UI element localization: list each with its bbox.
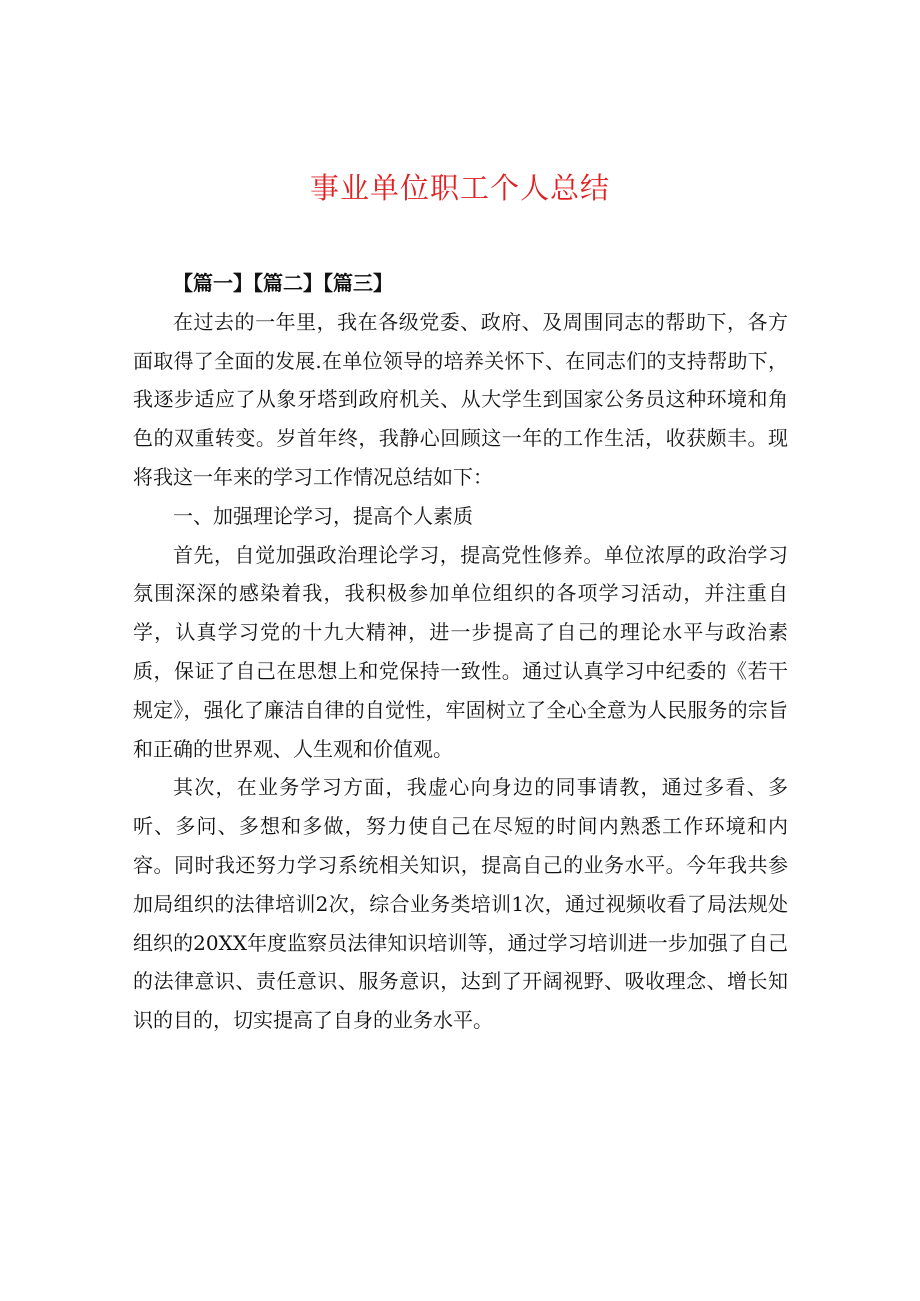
paragraph-intro: 在过去的一年里，我在各级党委、政府、及周围同志的帮助下，各方面取得了全面的发展.在单位领导的培养关怀下、在同志们的支持帮助下，我逐步适应了从象牙塔到政府机关、从大学生到国家公务员这种环境和角色的双重转变。岁首年终，我静心回顾这一年的工作生活，收获颇丰。现将我这一年来的学习工作情况总结如下： — [133, 309, 788, 489]
section-link-1: 【篇一】 — [173, 271, 253, 295]
section-link-3: 【篇三】 — [323, 271, 393, 295]
document-body — [133, 264, 788, 1040]
paragraph-theory-study: 首先，自觉加强政治理论学习，提高党性修养。单位浓厚的政治学习氛围深深的感染着我，我积极参加单位组织的各项学习活动，并注重自学，认真学习党的十九大精神，进一步提高了自己的理论水平与政治素质，保证了自己在思想上和党保持一致性。通过认真学习中纪委的《若干规定》，强化了廉洁自律的自觉性，牢固树立了全心全意为人民服务的宗旨和正确的世界观、人生观和价值观。 — [133, 542, 788, 761]
document-title: 事业单位职工个人总结 — [309, 171, 610, 205]
section-heading: 一、加强理论学习，提高个人素质 — [173, 503, 473, 528]
paragraph-business-study: 其次，在业务学习方面，我虚心向身边的同事请教，通过多看、多听、多问、多想和多做，努力使自己在尽短的时间内熟悉工作环境和内容。同时我还努力学习系统相关知识，提高自己的业务水平。今年我共参加局组织的法律培训2次，综合业务类培训1次，通过视频收看了局法规处组织的20XX年度监察员法律知识培训等，通过学习培训进一步加强了自己的法律意识、责任意识、服务意识，达到了开阔视野、吸收理念、增长知识的目的，切实提高了自身的业务水平。 — [133, 775, 788, 1033]
section-link-2: 【篇二】 — [253, 271, 323, 295]
section-links — [133, 264, 788, 303]
